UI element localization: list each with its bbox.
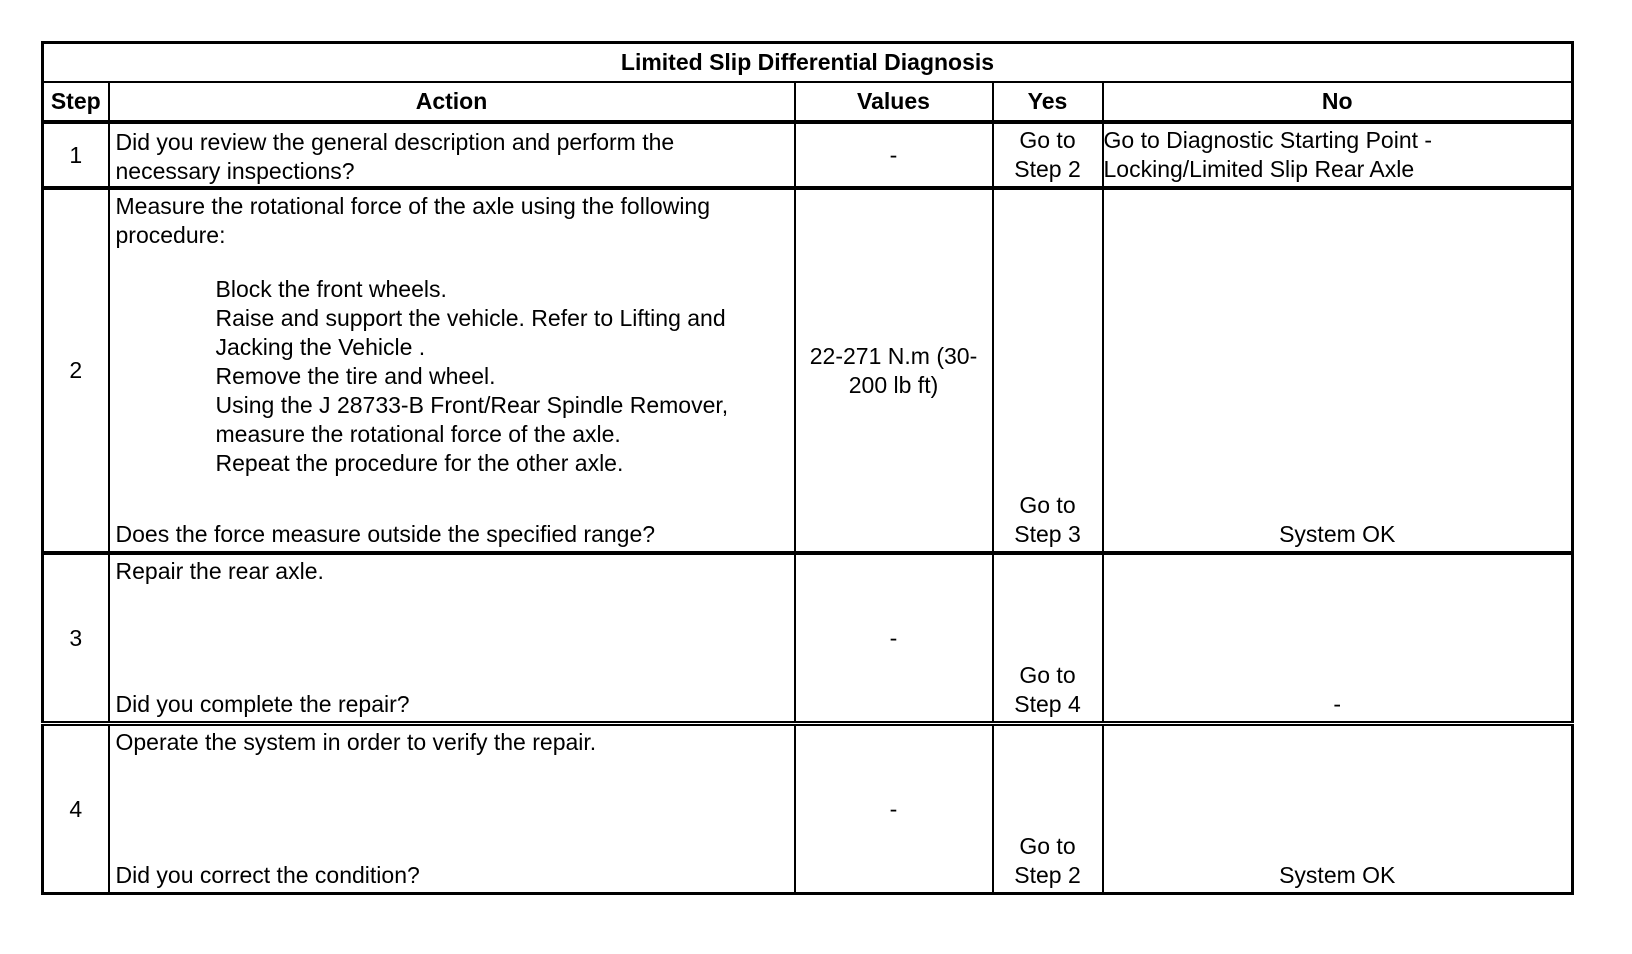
values-text: 22-271 N.m (30- bbox=[809, 342, 978, 369]
no-text: System OK bbox=[1279, 862, 1396, 888]
yes-cell bbox=[993, 553, 1103, 724]
action-question: Does the force measure outside the specified range? bbox=[115, 521, 656, 547]
diagnosis-table-container bbox=[41, 41, 1571, 895]
action-cell bbox=[109, 122, 795, 188]
procedure-item: Block the front wheels. bbox=[215, 276, 447, 302]
action-intro: Measure the rotational force of the axle using the following bbox=[115, 193, 711, 219]
action-intro: Operate the system in order to verify the repair. bbox=[115, 729, 597, 755]
values-cell bbox=[795, 188, 993, 553]
yes-cell bbox=[993, 122, 1103, 188]
header-values: Values bbox=[795, 82, 993, 122]
procedure-item: Repeat the procedure for the other axle. bbox=[215, 450, 624, 476]
procedure-list bbox=[116, 275, 788, 478]
no-text: Locking/Limited Slip Rear Axle bbox=[1103, 156, 1415, 182]
no-text: Go to Diagnostic Starting Point - bbox=[1103, 127, 1433, 153]
step-number: 4 bbox=[43, 724, 109, 894]
yes-link-step: Step 3 bbox=[1014, 521, 1081, 547]
table-row bbox=[43, 724, 1573, 894]
action-cell bbox=[109, 188, 795, 553]
action-intro: Repair the rear axle. bbox=[115, 558, 324, 584]
table-header-row bbox=[43, 82, 1573, 122]
header-yes: Yes bbox=[993, 82, 1103, 122]
action-cell bbox=[109, 553, 795, 724]
procedure-item: measure the rotational force of the axle. bbox=[215, 421, 621, 447]
action-text: Did you review the general description and perform the bbox=[115, 129, 675, 155]
table-title-row bbox=[43, 43, 1573, 83]
step-number: 2 bbox=[43, 188, 109, 553]
values-cell: - bbox=[795, 122, 993, 188]
yes-link-text: Go to bbox=[1019, 492, 1076, 518]
values-cell: - bbox=[795, 553, 993, 724]
yes-link-text: Go to bbox=[1019, 833, 1076, 859]
action-text: necessary inspections? bbox=[115, 158, 355, 184]
procedure-item: Using the J 28733-B Front/Rear Spindle Remover, bbox=[215, 392, 729, 418]
step-number: 3 bbox=[43, 553, 109, 724]
diagnosis-table bbox=[41, 41, 1574, 895]
action-intro: procedure: bbox=[115, 222, 226, 248]
no-cell bbox=[1103, 188, 1573, 553]
procedure-item: Remove the tire and wheel. bbox=[215, 363, 496, 389]
procedure-item: Raise and support the vehicle. Refer to Lifting and bbox=[215, 305, 726, 331]
no-text: - bbox=[1333, 691, 1342, 717]
no-cell bbox=[1103, 724, 1573, 894]
no-cell bbox=[1103, 122, 1573, 188]
header-no: No bbox=[1103, 82, 1573, 122]
header-action: Action bbox=[109, 82, 795, 122]
yes-link-text: Go to bbox=[1019, 127, 1076, 153]
yes-link-step: Step 2 bbox=[1014, 156, 1081, 182]
yes-link-step: Step 4 bbox=[1014, 691, 1081, 717]
yes-cell bbox=[993, 188, 1103, 553]
values-cell: - bbox=[795, 724, 993, 894]
header-step: Step bbox=[43, 82, 109, 122]
yes-link-step: Step 2 bbox=[1014, 862, 1081, 888]
step-number: 1 bbox=[43, 122, 109, 188]
action-question: Did you correct the condition? bbox=[115, 862, 420, 888]
table-row bbox=[43, 188, 1573, 553]
table-row bbox=[43, 553, 1573, 724]
no-cell bbox=[1103, 553, 1573, 724]
no-text: System OK bbox=[1279, 521, 1396, 547]
action-cell bbox=[109, 724, 795, 894]
yes-cell bbox=[993, 724, 1103, 894]
yes-link-text: Go to bbox=[1019, 662, 1076, 688]
table-title: Limited Slip Differential Diagnosis bbox=[43, 43, 1573, 83]
action-question: Did you complete the repair? bbox=[115, 691, 410, 717]
values-text: 200 lb ft) bbox=[848, 371, 939, 398]
procedure-item: Jacking the Vehicle . bbox=[215, 334, 426, 360]
table-row bbox=[43, 122, 1573, 188]
